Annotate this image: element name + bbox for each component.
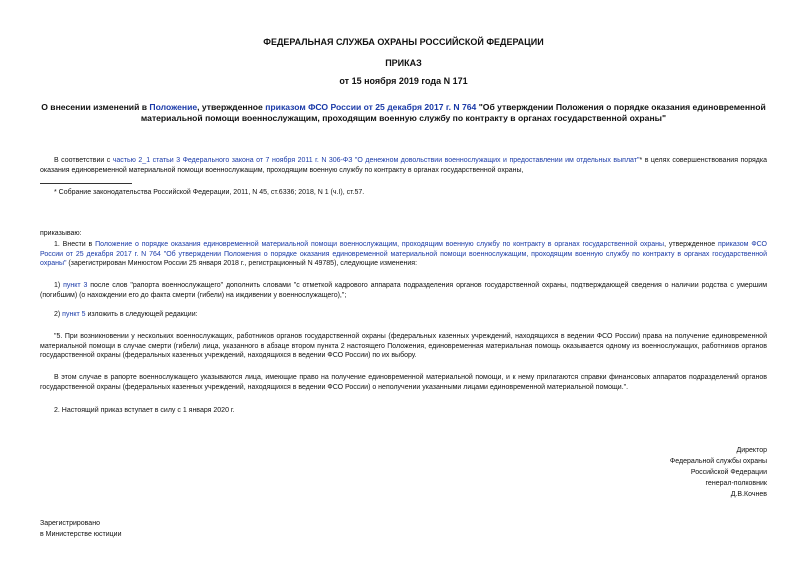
item-1-regulation-link[interactable]: Положение о порядке оказания единовременной материальной помощи военнослужащим, проходящим военную службу по контракту в органах государственной охраны (95, 241, 665, 248)
registration-line-1: Зарегистрировано (40, 520, 100, 527)
title-link-order[interactable]: приказом ФСО России от 25 декабря 2017 г. N 764 (265, 102, 477, 112)
signature-name: Д.В.Кочнев (730, 491, 767, 498)
signature-service: Федеральной службы охраны (669, 458, 767, 465)
item-2: 2. Настоящий приказ вступает в силу с 1 января 2020 г. (54, 407, 235, 414)
item-1: 1. Внести в Положение о порядке оказания единовременной материальной помощи военнослужащим, проходящим военную службу по контракту в органах государственной охраны, утвержденное приказом ФСО России от 25 декабря 2017 г. N 764 "Об утверждении Положения о порядке оказания единовременной материальной помощи военнослужащим, проходящим военную службу по контракту в органах государственной охраны" (зарегистрирован Минюстом России 25 января 2018 г., регистрационный N 49785), следующие изменения: (40, 241, 767, 267)
document-date: от 15 ноября 2019 года N 171 (339, 76, 468, 86)
footnote: * Собрание законодательства Российской Федерации, 2011, N 45, ст.6336; 2018, N 1 (ч.I), ст.57. (54, 189, 365, 196)
preamble-law-link[interactable]: частью 2_1 статьи 3 Федерального закона от 7 ноября 2011 г. N 306-ФЗ "О денежном довольствии военнослужащих и предоставлении им отдельных выплат" (112, 157, 640, 164)
registration-line-2: в Министерстве юстиции (40, 531, 122, 538)
footnote-divider (40, 183, 132, 184)
document-title: О внесении изменений в Положение, утвержденное приказом ФСО России от 25 декабря 2017 г. N 764 "Об утверждении Положения о порядке оказания единовременной материальной помощи военнослужащим, проходящим военную службу по контракту в органах государственной охраны" (41, 102, 766, 123)
preamble: В соответствии с частью 2_1 статьи 3 Федерального закона от 7 ноября 2011 г. N 306-ФЗ "О денежном довольствии военнослужащих и предоставлении им отдельных выплат"* в целях совершенствования порядка оказания единовременной материальной помощи военнослужащим, проходящим военную службу по контракту в органах государственной охраны, (40, 157, 767, 174)
signature-rank: генерал-полковник (705, 480, 767, 487)
item-1-order-link[interactable]: приказом ФСО России от 25 декабря 2017 г. N 764 "Об утверждении Положения о порядке оказания единовременной материальной помощи военнослужащим, проходящим военную службу по контракту в органах государственной охраны" (40, 241, 767, 267)
title-link-regulation[interactable]: Положение (149, 102, 198, 112)
sub-item-2-link[interactable]: пункт 5 (62, 311, 86, 318)
agency-name: ФЕДЕРАЛЬНАЯ СЛУЖБА ОХРАНЫ РОССИЙСКОЙ ФЕДЕРАЦИИ (263, 37, 544, 47)
sub-item-2: 2) пункт 5 изложить в следующей редакции: (54, 311, 198, 318)
order-word: приказываю: (40, 230, 82, 237)
sub-item-1-link[interactable]: пункт 3 (63, 282, 88, 289)
signature-country: Российской Федерации (690, 469, 767, 476)
document-type: ПРИКАЗ (385, 58, 422, 68)
sub-item-1: 1) пункт 3 после слов "рапорта военнослужащего" дополнить словами "с отметкой кадрового аппарата подразделения органов государственной охраны, подтверждающей сведения о наличии родства с умершим (погибшим) (о нахождении его до факта смерти (гибели) на иждивении у военнослужащего),"; (40, 282, 768, 299)
quoted-paragraph-2: В этом случае в рапорте военнослужащего указываются лица, имеющие право на получение единовременной материальной помощи, и к нему прилагаются справки финансовых аппаратов подразделений органов государственной охраны (федеральных казенных учреждений, находящихся в ведении ФСО России) о неполучении указанными лицами единовременной материальной помощи.". (40, 374, 767, 391)
quoted-paragraph-1: "5. При возникновении у нескольких военнослужащих, работников органов государственной охраны (федеральных казенных учреждений, находящихся в ведении ФСО России) права на получение единовременной материальной помощи в случае смерти (гибели) лица, указанного в абзаце втором пункта 2 настоящего Положения, единовременная материальная помощь оказывается одному из военнослужащих, работников органов государственной охраны (федеральных казенных учреждений, находящихся в ведении ФСО России) по их выбору. (40, 333, 767, 359)
signature-title: Директор (736, 447, 767, 454)
